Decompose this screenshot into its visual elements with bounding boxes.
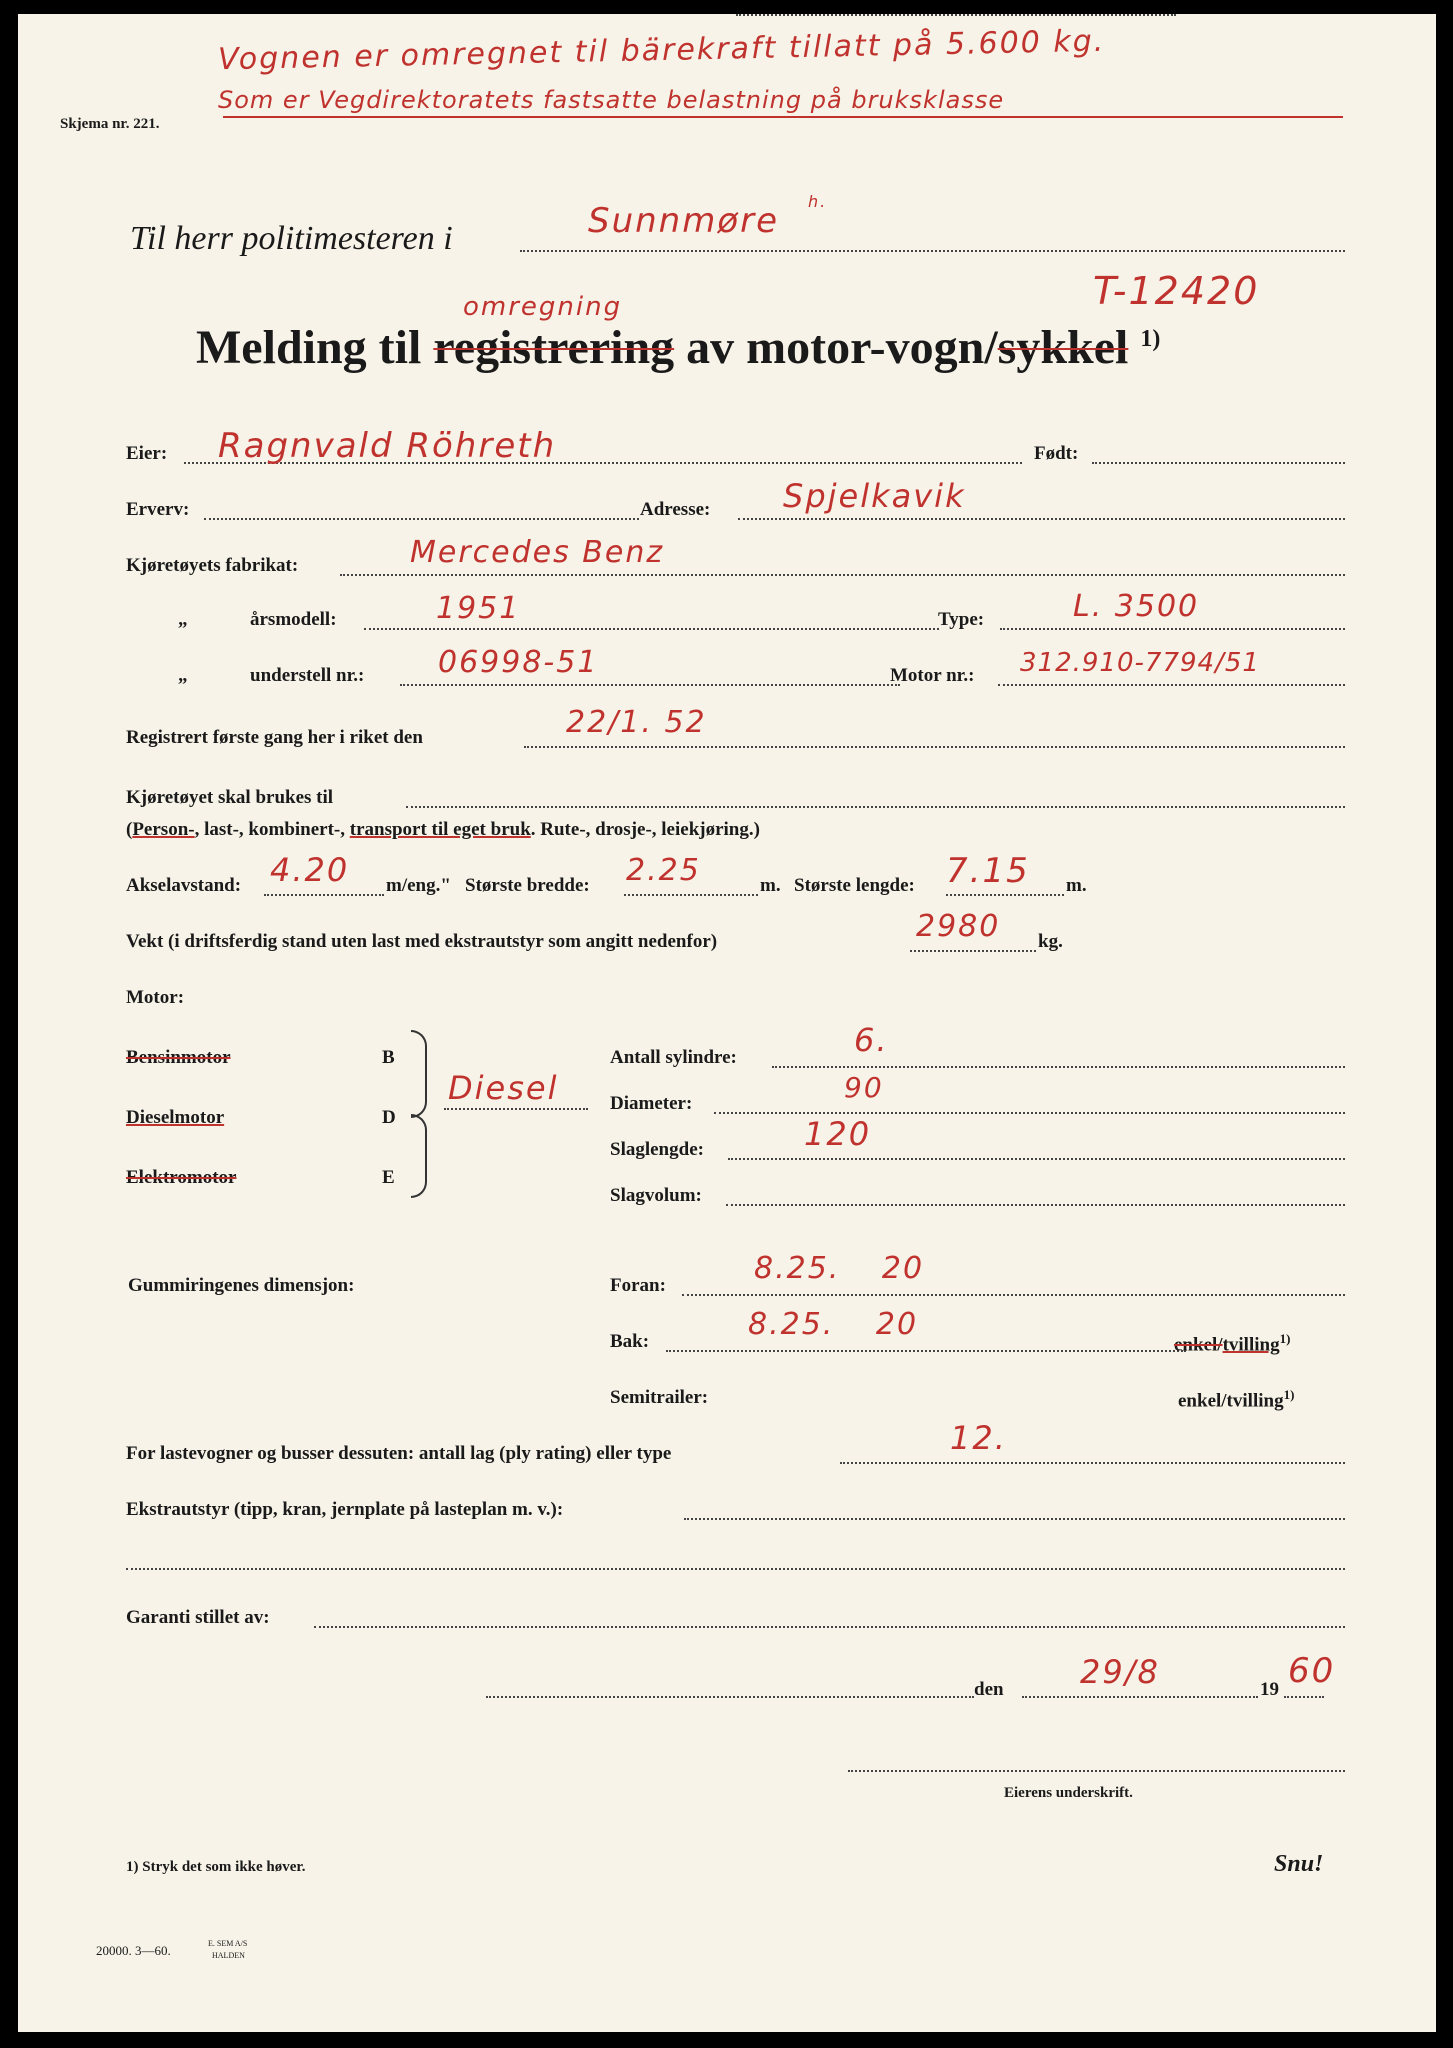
ply-rating-value: 12. <box>950 1419 1007 1457</box>
district-line <box>520 250 1345 252</box>
print-code: 20000. 3—60. <box>96 1943 171 1958</box>
title-footnote: 1) <box>1140 326 1161 352</box>
weight-unit: kg. <box>1038 931 1063 952</box>
rear-single-twin <box>1174 1332 1290 1354</box>
guarantee-line <box>314 1626 1345 1628</box>
rear-tyre-line <box>666 1350 1186 1352</box>
extra-equipment-label: Ekstrautstyr (tipp, kran, jernplate på lasteplan m. v.): <box>126 1499 564 1520</box>
type-value: L. 3500 <box>1073 589 1200 624</box>
born-line <box>1092 462 1345 464</box>
petrol-engine-option: Bensinmotor <box>126 1047 231 1068</box>
born-label: Født: <box>1034 443 1079 464</box>
weight-label: Vekt (i driftsferdig stand uten last med ekstrautstyr som angitt nedenfor) <box>126 931 718 952</box>
form-sheet <box>18 14 1436 2032</box>
semitrailer-footnote: 1) <box>1283 1387 1295 1402</box>
ply-rating-line <box>840 1462 1345 1464</box>
district-value: Sunnmøre <box>588 201 780 241</box>
date-line <box>1022 1696 1258 1698</box>
cylinders-label: Antall sylindre: <box>610 1047 737 1068</box>
omregning-insert: omregning <box>463 292 623 322</box>
bore-line <box>714 1112 1345 1114</box>
signature-label: Eierens underskrift. <box>1004 1785 1133 1801</box>
footnote-text: 1) Stryk det som ikke høver. <box>126 1859 306 1875</box>
cylinders-value: 6. <box>854 1021 889 1059</box>
wheelbase-label: Akselavstand: <box>126 875 242 896</box>
make-value: Mercedes Benz <box>410 535 665 570</box>
signature-line <box>848 1770 1345 1772</box>
front-tyre-label: Foran: <box>610 1275 666 1296</box>
title-struck-word2: sykkel <box>997 321 1129 374</box>
first-registered-value: 22/1. 52 <box>566 705 707 740</box>
engine-brace-top <box>411 1030 427 1118</box>
guarantee-label: Garanti stillet av: <box>126 1607 270 1628</box>
usage-open-paren: ( <box>126 819 133 840</box>
rear-twin: tvilling <box>1222 1334 1280 1356</box>
bore-value: 90 <box>844 1071 884 1104</box>
top-annotation-line2: Som er Vegdirektoratets fastsatte belastning på bruksklasse <box>218 86 1005 114</box>
usage-label: Kjøretøyet skal brukes til <box>126 787 334 808</box>
usage-mid: , last-, kombinert-, <box>194 819 345 840</box>
semitrailer-single-twin <box>1178 1388 1294 1410</box>
weight-value: 2980 <box>916 909 1001 944</box>
cylinders-line <box>772 1066 1345 1068</box>
stroke-value: 120 <box>804 1115 872 1153</box>
front-tyre-value: 8.25. 20 <box>754 1251 925 1286</box>
owner-value: Ragnvald Röhreth <box>218 426 557 466</box>
address-label: Adresse: <box>640 499 711 520</box>
acquisition-label: Erverv: <box>126 499 190 520</box>
weight-line <box>910 950 1036 952</box>
printer-city: HALDEN <box>212 1951 245 1960</box>
usage-options <box>126 820 760 839</box>
max-length-value: 7.15 <box>946 851 1030 891</box>
address-value: Spjelkavik <box>783 477 966 515</box>
model-year-line <box>364 628 939 630</box>
engine-number-value: 312.910-7794/51 <box>1020 648 1260 678</box>
form-title <box>196 321 1161 374</box>
year-line <box>1284 1696 1324 1698</box>
wheelbase-unit: m/eng." <box>386 875 451 896</box>
max-width-label: Største bredde: <box>465 875 590 896</box>
type-line <box>1000 628 1345 630</box>
displacement-label: Slagvolum: <box>610 1185 702 1206</box>
wheelbase-value: 4.20 <box>270 851 350 889</box>
code-e: E <box>382 1167 395 1188</box>
title-part2: av motor-vogn/ <box>686 321 998 374</box>
stroke-line <box>728 1158 1345 1160</box>
place-line <box>486 1696 974 1698</box>
printer-name: E. SEM A/S <box>208 1939 248 1948</box>
date-value: 29/8 <box>1080 1653 1160 1691</box>
semitrailer-line <box>736 14 1176 16</box>
title-struck-word: registrering <box>433 321 675 374</box>
first-registered-label: Registrert første gang her i riket den <box>126 727 423 748</box>
usage-line <box>406 806 1345 808</box>
chassis-line <box>400 684 900 686</box>
registration-number: T-12420 <box>1093 269 1260 313</box>
year-value: 60 <box>1288 1651 1336 1691</box>
first-registered-line <box>524 746 1345 748</box>
rear-tyre-value: 8.25. 20 <box>748 1307 919 1342</box>
code-b: B <box>382 1047 395 1068</box>
displacement-line <box>726 1204 1345 1206</box>
semitrailer-options: enkel/tvilling <box>1178 1390 1284 1412</box>
rear-tyre-label: Bak: <box>610 1331 650 1352</box>
semitrailer-label: Semitrailer: <box>610 1387 709 1408</box>
make-label: Kjøretøyets fabrikat: <box>126 555 299 576</box>
address-line <box>738 518 1345 520</box>
max-width-value: 2.25 <box>626 853 701 888</box>
max-length-unit: m. <box>1066 875 1087 896</box>
bore-label: Diameter: <box>610 1093 693 1114</box>
max-length-label: Største lengde: <box>794 875 915 896</box>
engine-brace-bottom <box>411 1114 427 1198</box>
stroke-label: Slaglengde: <box>610 1139 704 1160</box>
electric-engine-option: Elektromotor <box>126 1167 237 1188</box>
make-line <box>340 574 1345 576</box>
addressee-label: Til herr politimesteren i <box>130 220 453 257</box>
type-label: Type: <box>938 609 985 630</box>
engine-type-value: Diesel <box>448 1069 559 1107</box>
ditto-mark-1: „ <box>178 609 188 630</box>
usage-person: Person- <box>132 819 195 840</box>
chassis-value: 06998-51 <box>438 645 599 680</box>
max-width-unit: m. <box>760 875 781 896</box>
top-annotation-line1: Vognen er omregnet til bärekraft tillatt på 5.600 kg. <box>217 23 1106 78</box>
acquisition-line <box>204 518 639 520</box>
year-prefix: 19 <box>1260 1679 1279 1700</box>
ditto-mark-2: „ <box>178 665 188 686</box>
wheelbase-line <box>264 894 384 896</box>
code-d: D <box>382 1107 396 1128</box>
turn-over-note: Snu! <box>1274 1851 1324 1877</box>
max-width-line <box>624 894 758 896</box>
engine-type-line <box>444 1108 588 1110</box>
model-year-value: 1951 <box>436 591 521 626</box>
tyre-dimension-label: Gummiringenes dimensjon: <box>128 1275 355 1296</box>
rear-single: enkel/ <box>1174 1334 1223 1356</box>
owner-label: Eier: <box>126 443 168 464</box>
usage-transport: transport til eget bruk <box>349 819 531 840</box>
rear-footnote: 1) <box>1279 1331 1291 1346</box>
max-length-line <box>946 894 1064 896</box>
diesel-engine-option: Dieselmotor <box>126 1107 225 1128</box>
chassis-label: understell nr.: <box>250 665 365 686</box>
extra-equipment-line-2 <box>126 1568 1345 1570</box>
usage-end: . Rute-, drosje-, leiekjøring.) <box>530 819 760 840</box>
district-superscript: h. <box>808 192 828 211</box>
model-year-label: årsmodell: <box>250 609 337 630</box>
engine-section-label: Motor: <box>126 987 185 1008</box>
title-part1: Melding til <box>196 321 422 374</box>
engine-number-label: Motor nr.: <box>890 665 975 686</box>
date-label: den <box>974 1679 1004 1700</box>
ply-rating-label: For lastevogner og busser dessuten: antall lag (ply rating) eller type <box>126 1443 672 1464</box>
top-annotation-underline <box>223 116 1343 118</box>
skjema-number: Skjema nr. 221. <box>60 116 160 132</box>
engine-number-line <box>998 684 1345 686</box>
extra-equipment-line <box>684 1518 1345 1520</box>
front-tyre-line <box>682 1294 1345 1296</box>
